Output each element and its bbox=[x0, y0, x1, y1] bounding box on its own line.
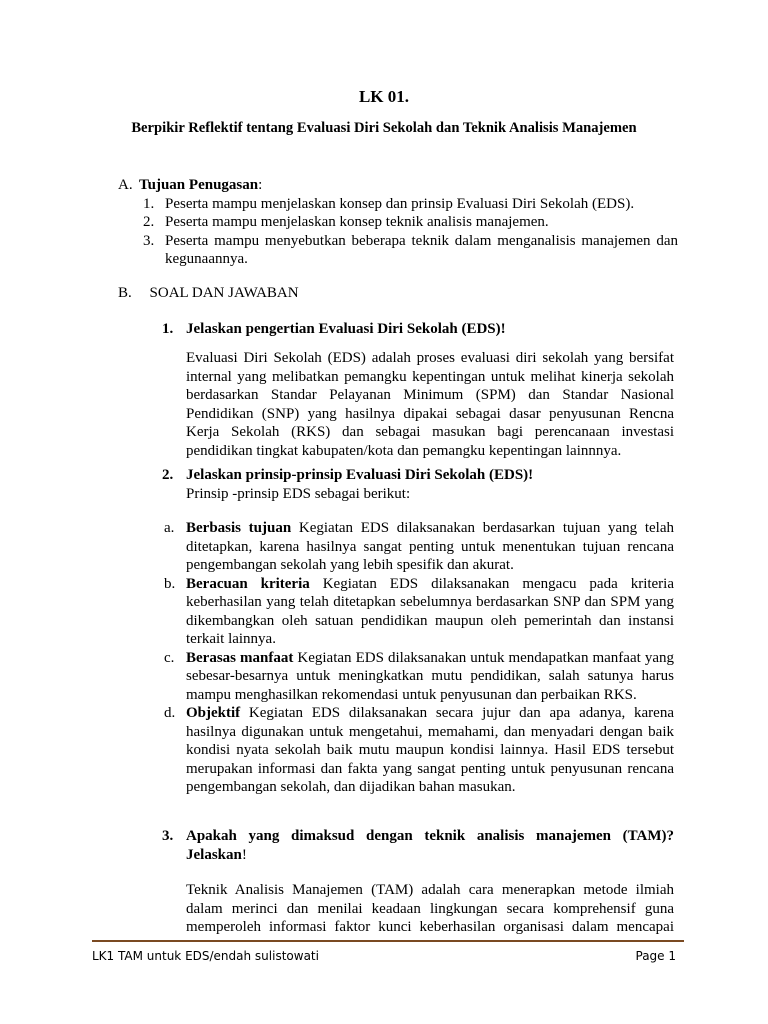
goal-text: Peserta mampu menjelaskan konsep teknik analisis manajemen. bbox=[165, 214, 549, 230]
goal-text: Peserta mampu menjelaskan konsep dan prinsip Evaluasi Diri Sekolah (EDS). bbox=[165, 195, 635, 212]
question-text: Jelaskan prinsip-prinsip Evaluasi Diri Sekolah (EDS)! bbox=[186, 467, 534, 483]
question-num: 1. bbox=[162, 321, 174, 337]
principle-term: Objektif bbox=[186, 705, 241, 721]
question-text: Jelaskan pengertian Evaluasi Diri Sekolah (EDS)! bbox=[186, 321, 506, 337]
section-a-marker: A. bbox=[118, 177, 133, 193]
principle-body bbox=[186, 575, 674, 649]
principle-item bbox=[164, 575, 674, 649]
section-b-heading bbox=[118, 284, 678, 303]
footer-left: LK1 TAM untuk EDS/endah sulistowati bbox=[92, 949, 319, 963]
section-a-heading: Tujuan Penugasan: bbox=[139, 177, 263, 193]
principle-term: Berasas manfaat bbox=[186, 649, 294, 666]
principle-item bbox=[164, 704, 674, 797]
principle-term: Beracuan kriteria bbox=[186, 575, 310, 592]
goal-list bbox=[118, 195, 678, 269]
section-a bbox=[118, 176, 678, 269]
principle-marker: c. bbox=[164, 649, 175, 666]
principle-text: Kegiatan EDS dilaksanakan untuk mendapatkan manfaat yang sebesar-besarnya untuk meningkatkan mutu pendidikan, salah satunya harus mampu menghasilkan rekomendasi untuk penyusunan dan perbaikan RKS. bbox=[186, 649, 674, 703]
principle-item bbox=[164, 519, 674, 575]
goal-text: Peserta mampu menyebutkan beberapa teknik dalam menganalisis manajemen dan kegunaannya. bbox=[165, 232, 678, 267]
goal-item bbox=[118, 195, 678, 214]
principle-marker: a. bbox=[164, 520, 175, 536]
question-num: 3. bbox=[162, 828, 174, 844]
section-b-marker: B. bbox=[118, 285, 132, 301]
question-2-intro: Prinsip -prinsip EDS sebagai berikut: bbox=[186, 485, 411, 502]
principle-body bbox=[186, 704, 674, 797]
principle-body bbox=[186, 519, 674, 575]
question-1 bbox=[162, 320, 678, 339]
page-subtitle: Berpikir Reflektif tentang Evaluasi Diri Sekolah dan Teknik Analisis Manajemen bbox=[131, 120, 637, 136]
question-2 bbox=[162, 466, 678, 503]
answer-1: Evaluasi Diri Sekolah (EDS) adalah proses evaluasi diri sekolah yang bersifat internal yang melibatkan pemangku kepentingan untuk melihat kinerja sekolah berdasarkan Standar Pelayanan Minimum (SPM) dan Standar Nasional Pendidikan (SNP) yang hasilnya dipakai sebagai dasar penyusunan Rencna Kerja Sekolah (RKS) dan sebagai masukan bagi perencanaan investasi pendidikan tingkat kabupaten/kota dan pemangku kepentingan lainnnya. bbox=[186, 350, 674, 459]
principles-list bbox=[164, 519, 674, 797]
page-number: Page 1 bbox=[635, 949, 676, 963]
answer-3: Teknik Analisis Manajemen (TAM) adalah cara menerapkan metode ilmiah dalam merinci dan menilai keadaan lingkungan secara komprehensif guna memperoleh informasi faktor kunci keberhasilan organisasi dalam mencapai bbox=[186, 882, 674, 935]
goal-num: 3. bbox=[143, 232, 155, 249]
question-text: Apakah yang dimaksud dengan teknik analisis manajemen (TAM)? Jelaskan! bbox=[186, 828, 674, 863]
principle-text: Kegiatan EDS dilaksanakan mengacu pada kriteria keberhasilan yang telah ditetapkan sebelumnya berdasarkan SNP dan SPM yang dikembangkan oleh satuan pendidikan maupun oleh pemerintah dan instansi terkait lainnya. bbox=[186, 575, 675, 647]
principle-term: Berbasis tujuan bbox=[186, 520, 292, 536]
principle-body bbox=[186, 649, 674, 705]
principle-text: Kegiatan EDS dilaksanakan berdasarkan tujuan yang telah ditetapkan, karena hasilnya sangat penting untuk menentukan tujuan rencana pengembangan sekolah yang lebih spesifik dan akurat. bbox=[186, 520, 674, 573]
goal-num: 2. bbox=[143, 214, 155, 230]
goal-item bbox=[118, 232, 678, 269]
question-num: 2. bbox=[162, 467, 174, 483]
question-3 bbox=[162, 827, 674, 864]
page-title: LK 01. bbox=[358, 87, 410, 106]
footer-rule bbox=[92, 940, 684, 942]
goal-num: 1. bbox=[143, 195, 155, 212]
principle-marker: d. bbox=[164, 705, 176, 721]
principle-marker: b. bbox=[164, 575, 176, 592]
principle-text: Kegiatan EDS dilaksanakan secara jujur dan apa adanya, karena hasilnya digunakan untuk mengetahui, memahami, dan menyadari dengan baik kondisi nyata sekolah baik mutu maupun kondisi lainnya. Hasil EDS tersebut merupakan informasi dan fakta yang sangat penting untuk penyusunan rencana pengembangan sekolah, dan dijadikan bahan masukan. bbox=[186, 705, 674, 795]
section-b-title: SOAL DAN JAWABAN bbox=[149, 285, 299, 301]
goal-item bbox=[118, 213, 678, 232]
principle-item bbox=[164, 649, 674, 705]
